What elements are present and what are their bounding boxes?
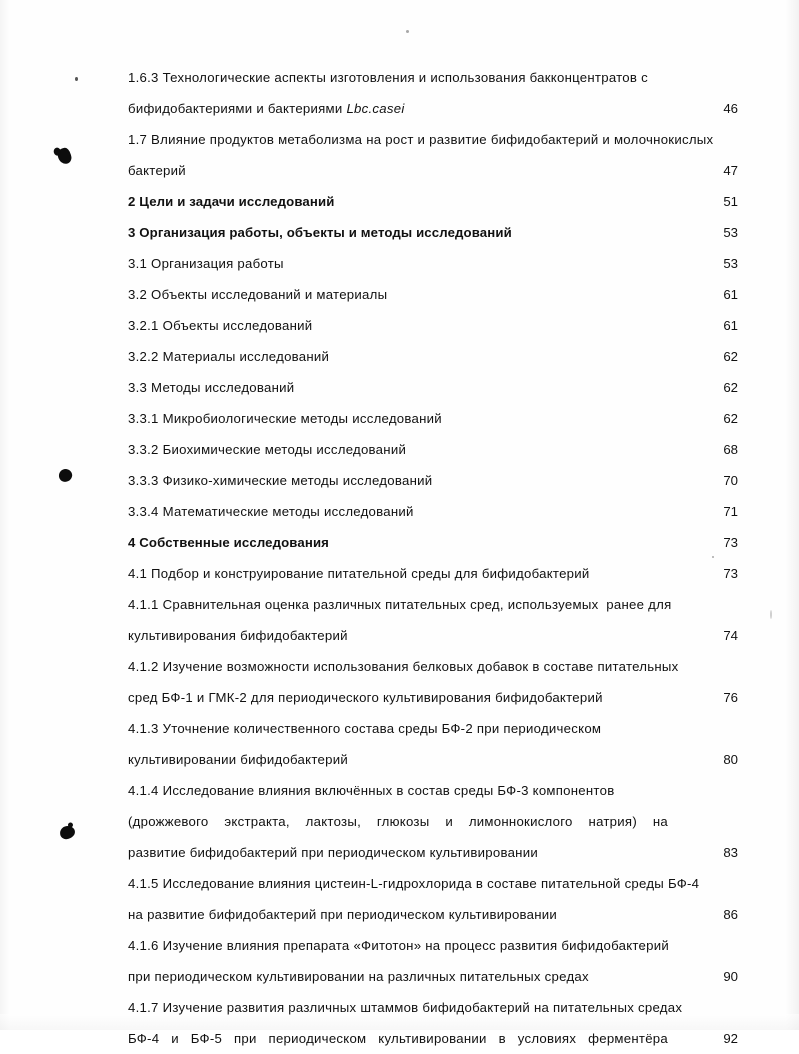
toc-entry-line (128, 93, 688, 124)
toc-entry-line: 3.2 Объекты исследований и материалы (128, 287, 388, 302)
toc-entry-line: 4.1 Подбор и конструирование питательной среды для бифидобактерий (128, 566, 590, 581)
toc-entry-text (128, 527, 688, 558)
toc-entry[interactable] (128, 372, 738, 403)
toc-entry-text (128, 589, 688, 651)
toc-entry[interactable] (128, 558, 738, 589)
toc-entry-line: бактерий (128, 163, 186, 178)
toc-page-number: 86 (723, 907, 738, 922)
toc-page-number: 90 (723, 969, 738, 984)
scan-speck (770, 610, 772, 619)
toc-entry-line: 2 Цели и задачи исследований (128, 194, 335, 209)
toc-page-number: 62 (723, 349, 738, 364)
toc-page-number: 62 (723, 411, 738, 426)
toc-entry[interactable] (128, 992, 738, 1054)
toc-entry-text (128, 713, 688, 775)
toc-entry-line: на развитие бифидобактерий при периодическом культивировании (128, 907, 558, 922)
toc-entry[interactable] (128, 930, 738, 992)
toc-page-number: 53 (723, 225, 738, 240)
toc-entry[interactable] (128, 217, 738, 248)
toc-entry-text (128, 341, 688, 372)
toc-page-number: 73 (723, 535, 738, 550)
toc-entry-text (128, 186, 688, 217)
toc-entry-line: 4.1.1 Сравнительная оценка различных питательных сред, используемых ранее для (128, 597, 672, 612)
toc-page-number: 80 (723, 752, 738, 767)
toc-entry-line: 3 Организация работы, объекты и методы исследований (128, 225, 512, 240)
toc-page-number: 71 (723, 504, 738, 519)
toc-entry[interactable] (128, 124, 738, 186)
ink-blot-mark (56, 147, 72, 166)
toc-entry-text (128, 124, 714, 186)
table-of-contents (128, 62, 738, 1054)
toc-entry-line: 4.1.2 Изучение возможности использования белковых добавок в составе питательных (128, 659, 679, 674)
toc-entry-line: культивировании бифидобактерий (128, 752, 348, 767)
toc-entry-text (128, 465, 688, 496)
scan-speck (75, 77, 78, 81)
toc-page-number: 46 (723, 101, 738, 116)
toc-entry[interactable] (128, 434, 738, 465)
scan-speck (406, 30, 409, 33)
toc-entry-text (128, 279, 688, 310)
toc-entry[interactable] (128, 651, 738, 713)
toc-entry[interactable] (128, 248, 738, 279)
toc-entry-line: БФ-4 и БФ-5 при периодическом культивировании в условиях ферментёра (128, 1031, 668, 1046)
toc-entry-line: (дрожжевого экстракта, лактозы, глюкозы и лимоннокислого натрия) на (128, 814, 668, 829)
ink-blot-mark (59, 825, 76, 840)
toc-entry[interactable] (128, 527, 738, 558)
toc-page-number: 61 (723, 287, 738, 302)
toc-entry-line: 3.1 Организация работы (128, 256, 284, 271)
toc-page-number: 53 (723, 256, 738, 271)
toc-page-number: 61 (723, 318, 738, 333)
toc-entry-text (128, 217, 688, 248)
toc-entry-line: при периодическом культивировании на различных питательных средах (128, 969, 589, 984)
toc-entry[interactable] (128, 775, 738, 868)
toc-entry-text (128, 496, 688, 527)
toc-entry-line: 3.2.2 Материалы исследований (128, 349, 330, 364)
toc-entry-text (128, 992, 688, 1054)
toc-entry[interactable] (128, 62, 738, 124)
toc-entry[interactable] (128, 589, 738, 651)
toc-page-number: 51 (723, 194, 738, 209)
toc-entry-line: 4.1.6 Изучение влияния препарата «Фитотон» на процесс развития бифидобактерий (128, 938, 670, 953)
toc-entry[interactable] (128, 310, 738, 341)
toc-page-number: 83 (723, 845, 738, 860)
toc-entry[interactable] (128, 496, 738, 527)
toc-page-number: 62 (723, 380, 738, 395)
scan-edge-shading-right (785, 0, 799, 1030)
toc-entry-line: 4.1.4 Исследование влияния включённых в состав среды БФ-3 компонентов (128, 783, 615, 798)
toc-entry-text (128, 558, 688, 589)
toc-entry-line: 4.1.5 Исследование влияния цистеин-L-гидрохлорида в составе питательной среды БФ-4 (128, 876, 700, 891)
toc-entry-text (128, 868, 700, 930)
toc-entry-text (128, 372, 688, 403)
toc-page-number: 76 (723, 690, 738, 705)
toc-entry-line: 4.1.3 Уточнение количественного состава среды БФ-2 при периодическом (128, 721, 602, 736)
toc-entry-line: 3.3.4 Математические методы исследований (128, 504, 414, 519)
toc-page-number: 70 (723, 473, 738, 488)
toc-entry-text (128, 930, 688, 992)
toc-page-number: 68 (723, 442, 738, 457)
toc-entry-text (128, 403, 688, 434)
toc-entry[interactable] (128, 713, 738, 775)
toc-entry-line-text: бифидобактериями и бактериями (128, 101, 347, 116)
toc-entry[interactable] (128, 186, 738, 217)
toc-entry-line: 4.1.7 Изучение развития различных штаммов бифидобактерий на питательных средах (128, 1000, 683, 1015)
toc-entry[interactable] (128, 868, 738, 930)
toc-entry-line: 3.2.1 Объекты исследований (128, 318, 313, 333)
toc-entry-text (128, 434, 688, 465)
toc-entry-line: сред БФ-1 и ГМК-2 для периодического культивирования бифидобактерий (128, 690, 603, 705)
toc-entry-text (128, 62, 688, 124)
toc-entry[interactable] (128, 403, 738, 434)
toc-entry-line: 1.6.3 Технологические аспекты изготовления и использования бакконцентратов с (128, 70, 648, 85)
toc-entry-text (128, 248, 688, 279)
toc-entry[interactable] (128, 341, 738, 372)
toc-entry-line: 3.3 Методы исследований (128, 380, 295, 395)
toc-entry-text (128, 310, 688, 341)
toc-entry-line: 3.3.1 Микробиологические методы исследований (128, 411, 442, 426)
toc-page-number: 92 (723, 1031, 738, 1046)
toc-entry-text (128, 775, 688, 868)
scan-edge-shading-left (0, 0, 10, 1030)
toc-page-number: 74 (723, 628, 738, 643)
toc-entry-line: 1.7 Влияние продуктов метаболизма на рост и развитие бифидобактерий и молочнокислых (128, 132, 714, 147)
species-name-italic: Lbc.casei (346, 101, 405, 116)
toc-entry-line: 4 Собственные исследования (128, 535, 330, 550)
toc-page-number: 47 (723, 163, 738, 178)
toc-entry-text (128, 651, 688, 713)
toc-page-number: 73 (723, 566, 738, 581)
toc-entry[interactable] (128, 465, 738, 496)
toc-entry-line: культивирования бифидобактерий (128, 628, 348, 643)
ink-blot-mark (57, 467, 74, 484)
toc-entry-line: 3.3.2 Биохимические методы исследований (128, 442, 407, 457)
toc-entry-line: развитие бифидобактерий при периодическом культивировании (128, 845, 538, 860)
toc-entry[interactable] (128, 279, 738, 310)
toc-entry-line: 3.3.3 Физико-химические методы исследований (128, 473, 433, 488)
